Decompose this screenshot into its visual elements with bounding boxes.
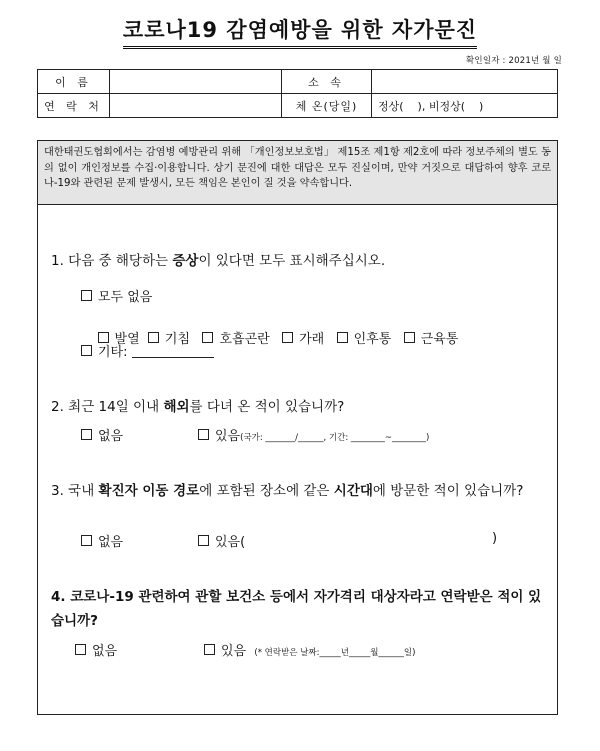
check-date: 확인일자 : 2021년 월 일 bbox=[466, 56, 562, 66]
privacy-notice: 대한태권도협회에서는 감염병 예방관리 위해 「개인정보보호법」 제15조 제1항 제2호에 따라 정보주체의 별도 동의 없이 개인정보를 수집·이용합니다. 상기 문진에 대한 대답은 모두 진실이며, 만약 거짓으로 대답하여 향후 코로나-19와 관련된 문제 발생시, 모든 책임은 본인이 질 것을 약속합니다. bbox=[38, 141, 557, 205]
q4-option-yes[interactable]: 있음 (* 연락받은 날짜:_____년_____월______일) bbox=[204, 640, 415, 659]
q1-option-fever[interactable]: 발열 bbox=[98, 332, 140, 347]
question-1: 1. 다음 중 해당하는 증상이 있다면 모두 표시해주십시오. bbox=[51, 253, 386, 269]
q1-option-other[interactable]: 기타: bbox=[81, 341, 214, 360]
q3-close-paren: ) bbox=[492, 531, 498, 546]
q2-option-no[interactable]: 없음 bbox=[81, 425, 123, 444]
checkbox-icon[interactable] bbox=[282, 332, 293, 343]
q1-option-sore-throat[interactable]: 인후통 bbox=[337, 332, 392, 347]
question-3: 3. 국내 확진자 이동 경로에 포함된 장소에 같은 시간대에 방문한 적이 있습니까? bbox=[51, 483, 524, 499]
q1-option-myalgia[interactable]: 근육통 bbox=[404, 332, 459, 347]
q2-detail: (국가: _______/______, 기간: ________~________) bbox=[240, 433, 430, 443]
info-table bbox=[37, 69, 558, 118]
name-label: 이 름 bbox=[38, 70, 110, 94]
q3-option-yes[interactable]: 있음( bbox=[198, 531, 245, 550]
question-4: 4. 코로나-19 관련하여 관할 보건소 등에서 자가격리 대상자라고 연락받은 적이 있습니까? bbox=[51, 589, 542, 629]
page-title: 코로나19 감염예방을 위한 자가문진 bbox=[0, 14, 600, 49]
q1-option-dyspnea[interactable]: 호흡곤란 bbox=[202, 332, 269, 347]
q1-option-none[interactable]: 모두 없음 bbox=[81, 286, 152, 305]
checkbox-icon[interactable] bbox=[404, 332, 415, 343]
questionnaire-box bbox=[37, 140, 558, 715]
question-2: 2. 최근 14일 이내 해외를 다녀 온 적이 있습니까? bbox=[51, 399, 345, 415]
temperature-options[interactable]: 정상( ), 비정상( ) bbox=[372, 94, 558, 118]
q3-option-no[interactable]: 없음 bbox=[81, 531, 123, 550]
other-input[interactable] bbox=[132, 357, 214, 358]
temperature-label: 체 온(당일) bbox=[282, 94, 372, 118]
checkbox-icon[interactable] bbox=[81, 290, 92, 301]
q4-detail: (* 연락받은 날짜:_____년_____월______일) bbox=[254, 648, 416, 658]
checkbox-icon[interactable] bbox=[81, 429, 92, 440]
q4-option-no[interactable]: 없음 bbox=[75, 640, 117, 659]
checkbox-icon[interactable] bbox=[198, 535, 209, 546]
checkbox-icon[interactable] bbox=[81, 345, 92, 356]
checkbox-icon[interactable] bbox=[337, 332, 348, 343]
affiliation-field[interactable] bbox=[372, 70, 558, 94]
affiliation-label: 소 속 bbox=[282, 70, 372, 94]
q2-option-yes[interactable]: 있음(국가: _______/______, 기간: ________~________) bbox=[198, 425, 429, 444]
checkbox-icon[interactable] bbox=[75, 644, 86, 655]
q1-option-phlegm[interactable]: 가래 bbox=[282, 332, 324, 347]
q1-option-cough[interactable]: 기침 bbox=[148, 332, 190, 347]
contact-label: 연 락 처 bbox=[38, 94, 110, 118]
checkbox-icon[interactable] bbox=[198, 429, 209, 440]
checkbox-icon[interactable] bbox=[81, 535, 92, 546]
contact-field[interactable] bbox=[110, 94, 282, 118]
checkbox-icon[interactable] bbox=[204, 644, 215, 655]
name-field[interactable] bbox=[110, 70, 282, 94]
